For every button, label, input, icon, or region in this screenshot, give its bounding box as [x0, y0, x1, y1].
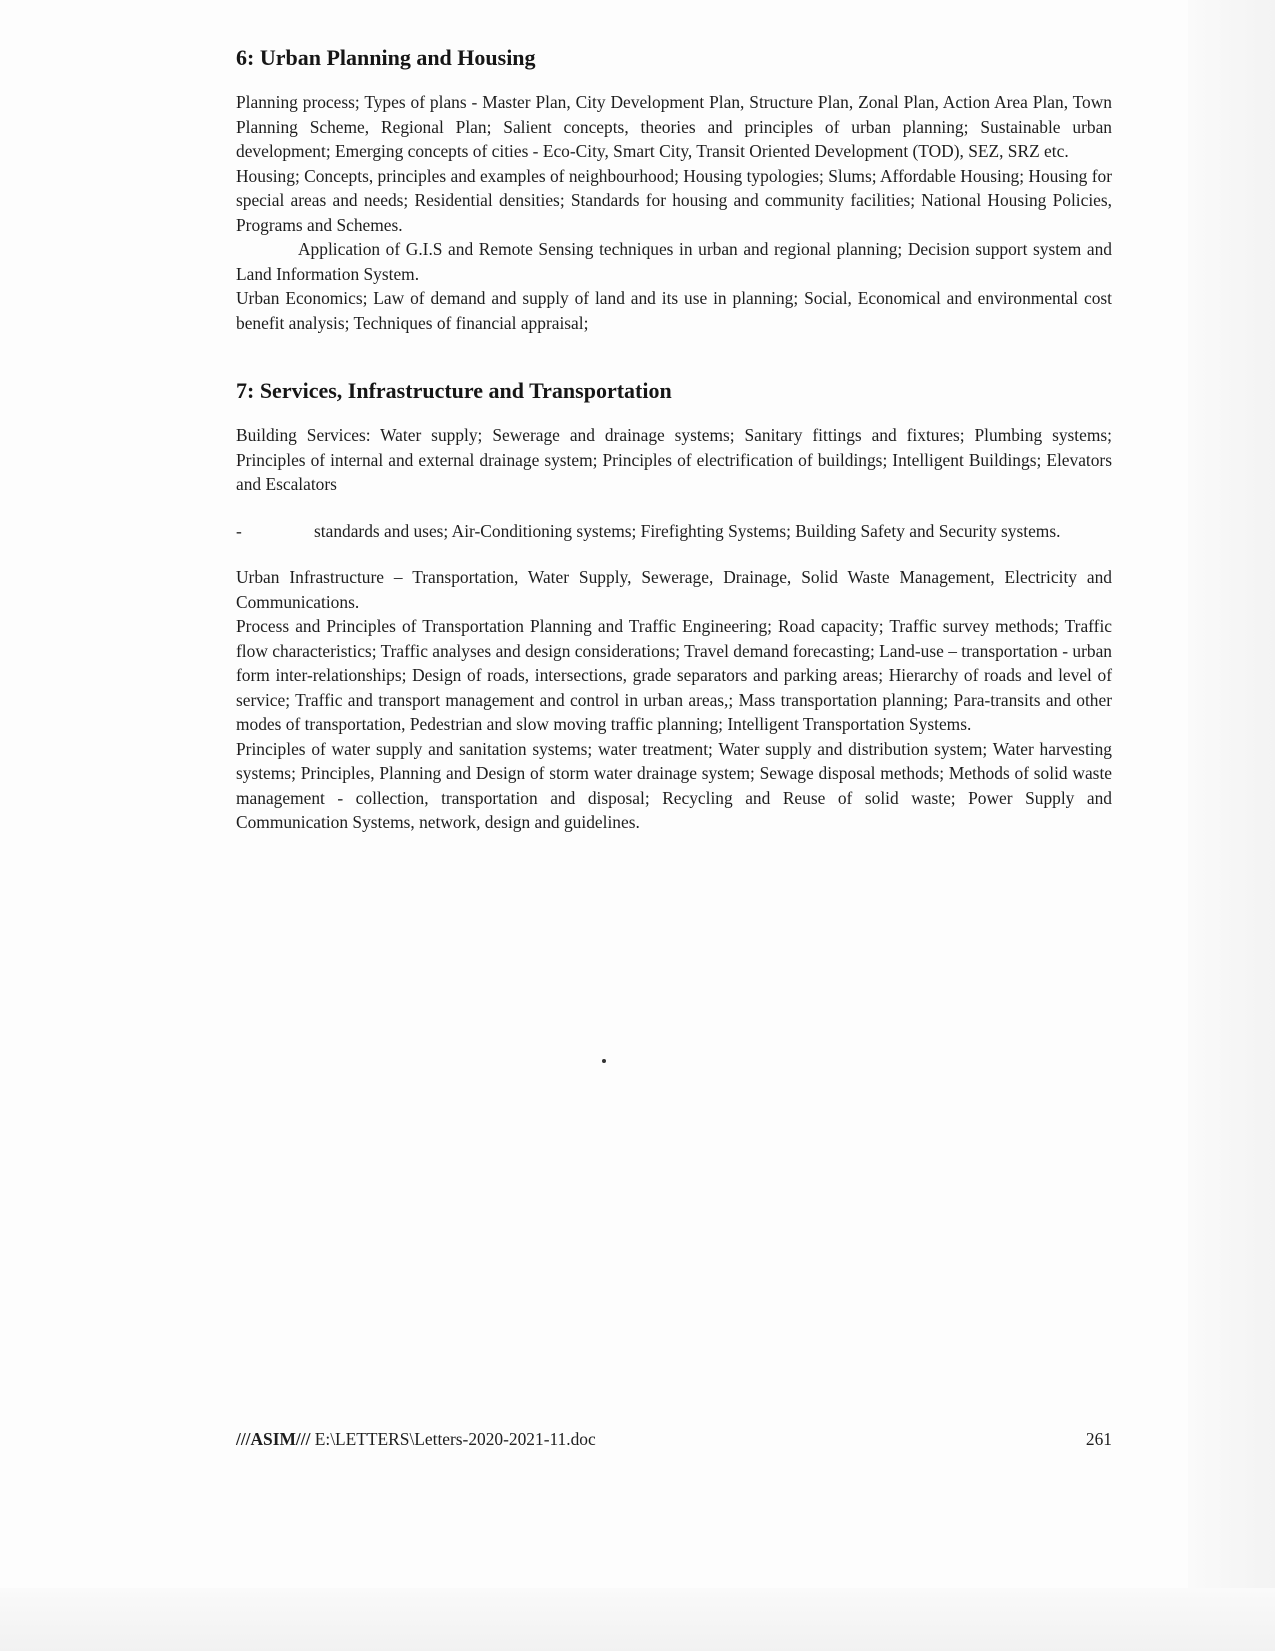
paragraph-spacer [236, 543, 1112, 565]
page-number: 261 [1085, 1429, 1112, 1449]
section-6-paragraph-economics: Urban Economics; Law of demand and supply of land and its use in planning; Social, Economical and environmental cost benefit analysis; Techniques of financial appraisal; [236, 288, 1112, 333]
footer-author-tag: ///ASIM/// [236, 1429, 311, 1449]
section-7-bullet-text: standards and uses; Air-Conditioning systems; Firefighting Systems; Building Safety and Security systems. [314, 520, 1061, 541]
bullet-dash: - [236, 520, 242, 541]
section-7-bullet-item [236, 519, 1112, 544]
footer-file-path: E:\LETTERS\Letters-2020-2021-11.doc [314, 1429, 596, 1449]
section-7-paragraph-infrastructure: Urban Infrastructure – Transportation, Water Supply, Sewerage, Drainage, Solid Waste Management, Electricity and Communications. [236, 567, 1112, 612]
scan-speck [602, 1059, 606, 1063]
section-7-paragraph-building-services: Building Services: Water supply; Sewerage and drainage systems; Sanitary fittings and fixtures; Plumbing systems; Principles of internal and external drainage system; Principles of electrification of buildings; Intelligent Buildings; Elevators and Escalators [236, 425, 1112, 494]
section-7-paragraph-water-supply: Principles of water supply and sanitation systems; water treatment; Water supply and distribution system; Water harvesting systems; Principles, Planning and Design of storm water drainage system; Sewage disposal methods; Methods of solid waste management - collection, transportation and disposal; Recycling and Reuse of solid waste; Power Supply and Communication Systems, network, design and guidelines. [236, 738, 1112, 832]
section-spacer [236, 335, 1112, 377]
section-7-paragraph-transportation: Process and Principles of Transportation Planning and Traffic Engineering; Road capacity; Traffic survey methods; Traffic flow characteristics; Traffic analyses and design considerations; Travel demand forecasting; Land-use – transportation - urban form inter-relationships; Design of roads, intersections, grade separators and parking areas; Hierarchy of roads and level of service; Traffic and transport management and control in urban areas,; Mass transportation planning; Para-transits and other modes of transportation, Pedestrian and slow moving traffic planning; Intelligent Transportation Systems. [236, 616, 1112, 734]
document-body [236, 44, 1112, 835]
section-6-paragraph-planning: Planning process; Types of plans - Master Plan, City Development Plan, Structure Plan, Zonal Plan, Action Area Plan, Town Planning Scheme, Regional Plan; Salient concepts, theories and principles of urban planning; Sustainable urban development; Emerging concepts of cities - Eco-City, Smart City, Transit Oriented Development (TOD), SEZ, SRZ etc. [236, 92, 1112, 161]
section-6-paragraph-gis: Application of G.I.S and Remote Sensing techniques in urban and regional planning; Decision support system and Land Information System. [236, 239, 1112, 284]
scan-shadow-bottom [0, 1588, 1275, 1651]
scan-shadow-right [1188, 0, 1275, 1651]
section-6-paragraph-housing: Housing; Concepts, principles and examples of neighbourhood; Housing typologies; Slums; Affordable Housing; Housing for special areas and needs; Residential densities; Standards for housing and community facilities; National Housing Policies, Programs and Schemes. [236, 165, 1112, 235]
footer-file-reference [236, 1427, 596, 1451]
section-6-title: 6: Urban Planning and Housing [236, 45, 536, 70]
paragraph-spacer [236, 497, 1112, 519]
section-7-title: 7: Services, Infrastructure and Transportation [236, 378, 672, 403]
